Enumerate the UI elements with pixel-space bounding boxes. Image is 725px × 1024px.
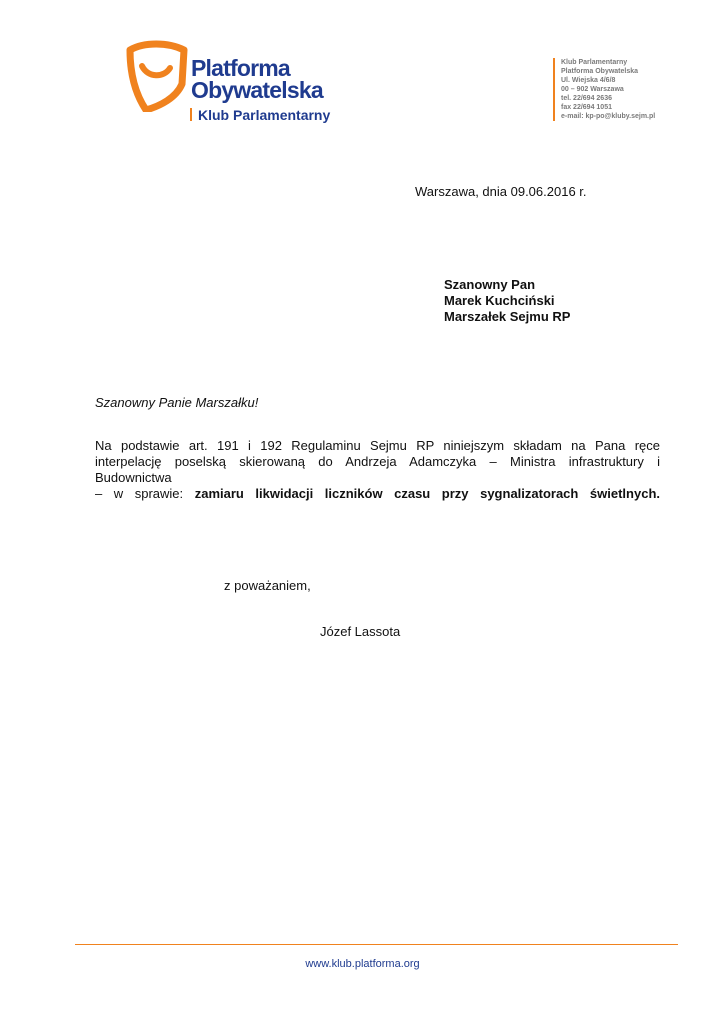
salutation: Szanowny Panie Marszałku! — [95, 395, 259, 410]
body-line: Na podstawie art. 191 i 192 Regulaminu Sejmu RP niniejszym składam na Pana ręce — [95, 438, 660, 453]
recipient-line: Marszałek Sejmu RP — [444, 309, 571, 324]
contact-line: fax 22/694 1051 — [561, 104, 612, 111]
letter-date: Warszawa, dnia 09.06.2016 r. — [415, 184, 587, 199]
recipient-block — [444, 277, 570, 325]
subject-prefix: – w sprawie: — [95, 486, 195, 501]
subject-text: zamiaru likwidacji liczników czasu przy sygnalizatorach świetlnych. — [194, 486, 660, 501]
brand-name-line1: Platforma — [191, 55, 290, 81]
party-logo — [124, 40, 364, 126]
contact-line: 00 – 902 Warszawa — [561, 86, 624, 93]
contact-line: Ul. Wiejska 4/6/8 — [561, 77, 616, 84]
letter-body — [95, 438, 660, 502]
footer-url: www.klub.platforma.org — [305, 958, 420, 970]
footer-divider — [75, 944, 678, 945]
body-line: interpelację poselską skierowaną do Andrzeja Adamczyka – Ministra infrastruktury i — [95, 454, 660, 469]
subbrand-label: Klub Parlamentarny — [198, 107, 331, 123]
contact-line: tel. 22/694 2636 — [561, 95, 612, 102]
brand-name-line2: Obywatelska — [191, 77, 323, 103]
signature: Józef Lassota — [320, 624, 401, 639]
body-subject-line — [95, 486, 660, 502]
contact-email: e-mail: kp-po@kluby.sejm.pl — [561, 113, 656, 120]
contact-line: Platforma Obywatelska — [561, 68, 639, 75]
contact-line: Klub Parlamentarny — [561, 59, 628, 66]
closing: z poważaniem, — [224, 578, 311, 593]
recipient-line: Szanowny Pan — [444, 277, 536, 292]
divider — [190, 108, 192, 121]
recipient-line: Marek Kuchciński — [444, 293, 555, 308]
contact-block — [553, 58, 711, 121]
po-orange-logo-icon — [124, 40, 188, 112]
body-line: Budownictwa — [95, 470, 172, 485]
subbrand — [190, 106, 330, 124]
